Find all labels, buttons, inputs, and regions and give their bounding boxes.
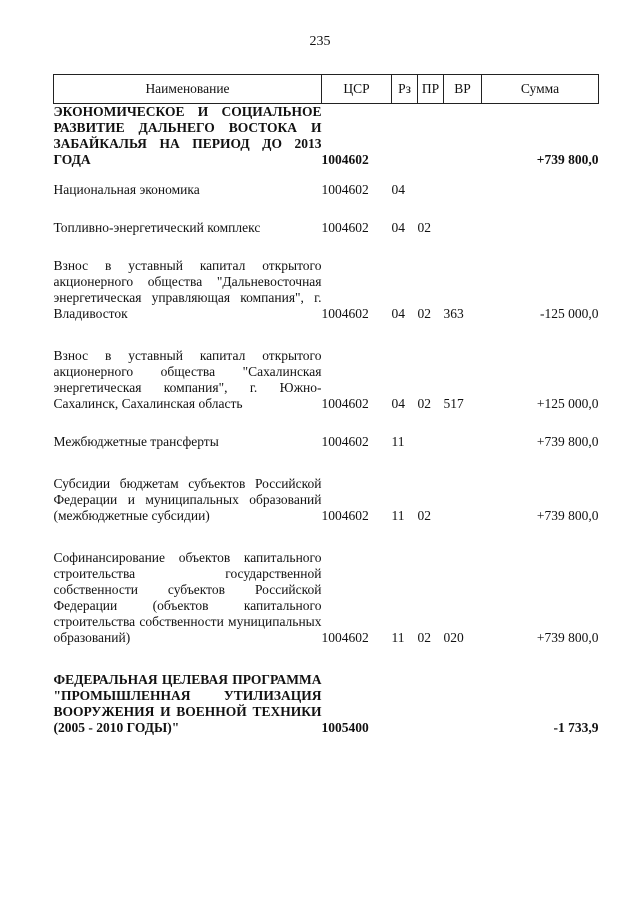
row-csr: 1004602: [321, 508, 369, 523]
row-csr: 1004602: [321, 630, 369, 645]
header-csr: ЦСР: [322, 75, 392, 104]
row-pr: [418, 434, 444, 450]
row-vr: 517: [443, 396, 464, 411]
table-row: [54, 348, 599, 412]
row-name: ФЕДЕРАЛЬНАЯ ЦЕЛЕВАЯ ПРОГРАММА "ПРОМЫШЛЕННАЯ УТИЛИЗАЦИЯ ВООРУЖЕНИЯ И ВОЕННОЙ ТЕХНИКИ (2005 - 2010 ГОДЫ)": [53, 672, 322, 735]
row-pr: 02: [417, 396, 431, 411]
row-rz: 11: [391, 508, 405, 523]
row-csr: 1005400: [321, 720, 369, 735]
table-row: [54, 104, 599, 169]
row-rz: [392, 104, 418, 169]
page-number: 235: [309, 34, 331, 49]
row-rz: 04: [391, 306, 405, 321]
row-sum: +739 800,0: [536, 508, 599, 523]
table-row: [54, 550, 599, 646]
header-pr: ПР: [418, 75, 444, 104]
row-sum: -1 733,9: [553, 720, 599, 735]
header-sum: Сумма: [482, 75, 599, 104]
table-header: [54, 75, 599, 104]
table-row: [54, 258, 599, 322]
table-body: [54, 104, 599, 737]
row-sum: +739 800,0: [536, 434, 599, 449]
row-csr: 1004602: [321, 306, 369, 321]
row-pr: [418, 182, 444, 198]
row-rz: 11: [391, 630, 405, 645]
row-csr: 1004602: [321, 396, 369, 411]
row-pr: [418, 672, 444, 736]
row-rz: 04: [391, 220, 405, 235]
row-csr: 1004602: [321, 220, 369, 235]
table-row: [54, 434, 599, 450]
row-vr: [444, 220, 482, 236]
row-sum: -125 000,0: [540, 306, 599, 321]
row-pr: 02: [417, 306, 431, 321]
row-sum: +125 000,0: [536, 396, 599, 411]
row-sum: [482, 182, 599, 198]
row-vr: [444, 672, 482, 736]
row-pr: [418, 104, 444, 169]
row-vr: 020: [443, 630, 464, 645]
row-sum: +739 800,0: [536, 630, 599, 645]
row-rz: [392, 672, 418, 736]
table-row: [54, 182, 599, 198]
row-name: Топливно-энергетический комплекс: [53, 220, 261, 235]
row-name: Национальная экономика: [53, 182, 200, 197]
table-row: [54, 220, 599, 236]
row-vr: 363: [443, 306, 464, 321]
row-vr: [444, 476, 482, 524]
row-vr: [444, 434, 482, 450]
row-sum: +739 800,0: [536, 152, 599, 167]
row-rz: 11: [391, 434, 405, 449]
row-vr: [444, 104, 482, 169]
row-name: Межбюджетные трансферты: [53, 434, 219, 449]
row-name: Взнос в уставный капитал открытого акционерного общества "Дальневосточная энергетическая управляющая компания", г. Владивосток: [53, 258, 322, 321]
row-name: Взнос в уставный капитал открытого акционерного общества "Сахалинская энергетическая компания", г. Южно-Сахалинск, Сахалинская область: [53, 348, 322, 411]
row-csr: 1004602: [321, 434, 369, 449]
header-rz: Рз: [392, 75, 418, 104]
table-row: [54, 672, 599, 736]
row-sum: [482, 220, 599, 236]
row-name: ЭКОНОМИЧЕСКОЕ И СОЦИАЛЬНОЕ РАЗВИТИЕ ДАЛЬНЕГО ВОСТОКА И ЗАБАЙКАЛЬЯ НА ПЕРИОД ДО 2013 ГОДА: [53, 104, 322, 167]
row-vr: [444, 182, 482, 198]
row-csr: 1004602: [321, 182, 369, 197]
header-vr: ВР: [444, 75, 482, 104]
table-row: [54, 476, 599, 524]
header-name: Наименование: [54, 75, 322, 104]
row-name: Софинансирование объектов капитального строительства государственной собственности субъектов Российской Федерации (объектов капитального строительства собственности муниципальных образований): [53, 550, 322, 645]
row-pr: 02: [417, 630, 431, 645]
row-rz: 04: [391, 182, 405, 197]
row-pr: 02: [417, 508, 431, 523]
row-rz: 04: [391, 396, 405, 411]
row-pr: 02: [417, 220, 431, 235]
row-name: Субсидии бюджетам субъектов Российской Федерации и муниципальных образований (межбюджетные субсидии): [53, 476, 322, 523]
row-csr: 1004602: [321, 152, 369, 167]
budget-table: [53, 74, 599, 736]
